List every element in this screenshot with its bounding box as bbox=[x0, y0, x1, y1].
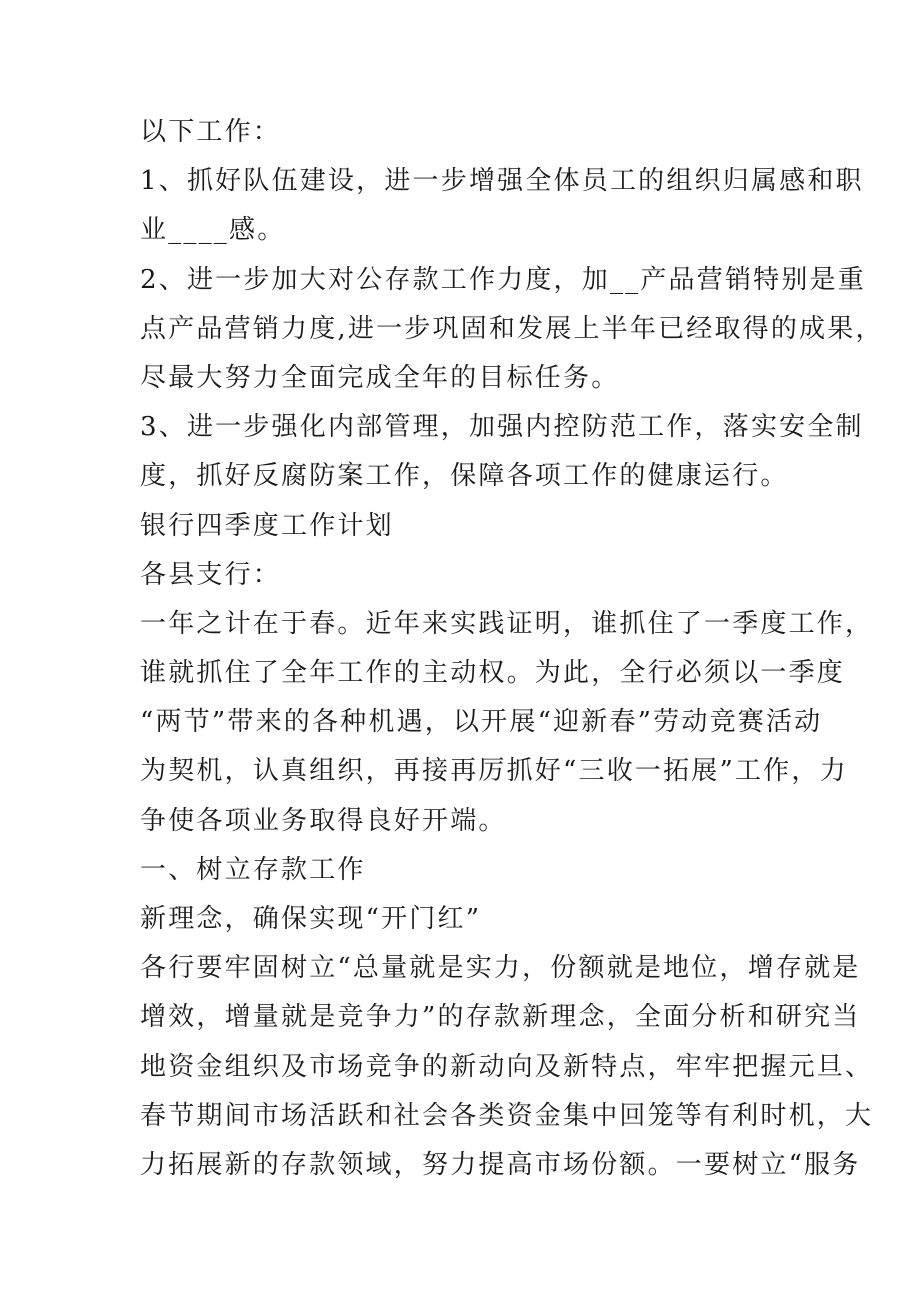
salutation: 各县支行： bbox=[140, 559, 282, 590]
subsection-heading: 新理念，确保实现“开门红” bbox=[140, 904, 482, 934]
text-line: 各行要牢固树立“总量就是实力，份额就是地位，增存就是 bbox=[140, 953, 861, 984]
text-line: 以下工作： bbox=[140, 117, 282, 147]
text-line: 增效，增量就是竞争力”的存款新理念，全面分析和研究当 bbox=[140, 1002, 861, 1033]
text-line: 地资金组织及市场竞争的新动向及新特点，牢牢把握元旦、 bbox=[140, 1051, 874, 1082]
text-line: 3、进一步强化内部管理，加强内控防范工作，落实安全制 bbox=[140, 412, 864, 443]
text-line: 尽最大努力全面完成全年的目标任务。 bbox=[140, 362, 620, 393]
text-line: 度，抓好反腐防案工作，保障各项工作的健康运行。 bbox=[140, 461, 789, 492]
text-line: 2、进一步加大对公存款工作力度，加__产品营销特别是重 bbox=[140, 264, 866, 295]
section-title: 银行四季度工作计划 bbox=[140, 510, 394, 541]
text-line: 一年之计在于春。近年来实践证明，谁抓住了一季度工作， bbox=[140, 608, 874, 639]
text-line: 1、抓好队伍建设，进一步增强全体员工的组织归属感和职 bbox=[140, 166, 864, 197]
text-line: “两节”带来的各种机遇，以开展“迎新春”劳动竞赛活动 bbox=[140, 707, 823, 738]
text-line: 为契机，认真组织，再接再厉抓好“三收一拓展”工作，力 bbox=[140, 756, 848, 787]
text-line: 谁就抓住了全年工作的主动权。为此，全行必须以一季度 bbox=[140, 658, 846, 689]
text-line: 业____感。 bbox=[140, 215, 286, 246]
text-line: 点产品营销力度,进一步巩固和发展上半年已经取得的成果， bbox=[140, 313, 884, 344]
text-line: 争使各项业务取得良好开端。 bbox=[140, 805, 507, 836]
text-line: 春节期间市场活跃和社会各类资金集中回笼等有利时机，大 bbox=[140, 1100, 874, 1131]
document-body bbox=[140, 108, 884, 1190]
text-line: 力拓展新的存款领域，努力提高市场份额。一要树立“服务 bbox=[140, 1149, 861, 1180]
subsection-heading: 一、树立存款工作 bbox=[140, 854, 366, 885]
